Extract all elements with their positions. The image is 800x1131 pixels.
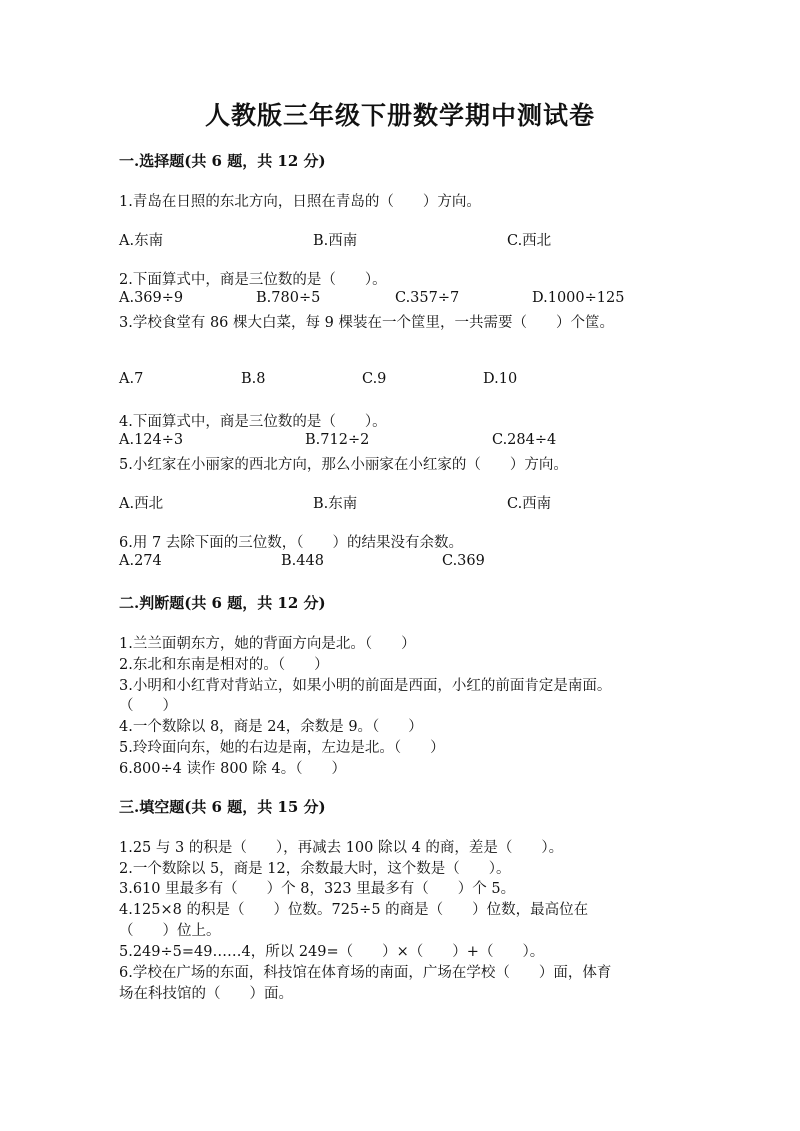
option-c: C.357÷7 xyxy=(395,290,460,306)
option-a: A.124÷3 xyxy=(119,432,184,448)
fill-blank-item-continued: 场在科技馆的（ ）面。 xyxy=(119,986,293,1002)
option-c: C.284÷4 xyxy=(492,432,557,448)
option-b: B.780÷5 xyxy=(256,290,321,306)
question-stem: 3.学校食堂有 86 棵大白菜，每 9 棵装在一个筐里，一共需要（ ）个筐。 xyxy=(119,315,614,331)
option-c: C.西南 xyxy=(507,496,552,512)
option-a: A.东南 xyxy=(119,233,164,249)
question-stem: 5.小红家在小丽家的西北方向，那么小丽家在小红家的（ ）方向。 xyxy=(119,457,568,473)
question-stem: 4.下面算式中，商是三位数的是（ ）。 xyxy=(119,414,387,430)
question-stem: 6.用 7 去除下面的三位数，（ ）的结果没有余数。 xyxy=(119,535,464,551)
option-c: C.9 xyxy=(362,371,387,387)
fill-blank-item-continued: （ ）位上。 xyxy=(119,923,221,939)
judgement-item-continued: （ ） xyxy=(119,698,177,714)
option-c: C.369 xyxy=(442,553,485,569)
option-a: A.7 xyxy=(119,371,144,387)
option-b: B.8 xyxy=(241,371,266,387)
page-title: 人教版三年级下册数学期中测试卷 xyxy=(204,101,595,130)
section-heading-choice: 一.选择题(共 6 题，共 12 分) xyxy=(119,152,326,170)
fill-blank-item: 6.学校在广场的东面，科技馆在体育场的南面，广场在学校（ ）面，体育 xyxy=(119,965,612,981)
judgement-item: 5.玲玲面向东，她的右边是南，左边是北。（ ） xyxy=(119,740,445,756)
fill-blank-item: 3.610 里最多有（ ）个 8，323 里最多有（ ）个 5。 xyxy=(119,881,516,897)
option-b: B.712÷2 xyxy=(305,432,370,448)
option-b: B.西南 xyxy=(313,233,358,249)
judgement-item: 6.800÷4 读作 800 除 4。（ ） xyxy=(119,761,346,777)
option-b: B.448 xyxy=(281,553,324,569)
fill-blank-item: 1.25 与 3 的积是（ ），再减去 100 除以 4 的商，差是（ ）。 xyxy=(119,840,564,856)
judgement-item: 1.兰兰面朝东方，她的背面方向是北。（ ） xyxy=(119,636,416,652)
question-stem: 1.青岛在日照的东北方向，日照在青岛的（ ）方向。 xyxy=(119,194,481,210)
option-d: D.1000÷125 xyxy=(532,290,625,306)
option-d: D.10 xyxy=(483,371,518,387)
section-heading-judgement: 二.判断题(共 6 题，共 12 分) xyxy=(119,594,326,612)
option-a: A.369÷9 xyxy=(119,290,184,306)
fill-blank-item: 2.一个数除以 5，商是 12，余数最大时，这个数是（ ）。 xyxy=(119,861,511,877)
option-c: C.西北 xyxy=(507,233,552,249)
question-stem: 2.下面算式中，商是三位数的是（ ）。 xyxy=(119,272,387,288)
judgement-item: 4.一个数除以 8，商是 24，余数是 9。（ ） xyxy=(119,719,423,735)
option-a: A.274 xyxy=(119,553,162,569)
section-heading-fill-blank: 三.填空题(共 6 题，共 15 分) xyxy=(119,798,326,816)
option-b: B.东南 xyxy=(313,496,358,512)
judgement-item: 3.小明和小红背对背站立，如果小明的前面是西面，小红的前面肯定是南面。 xyxy=(119,678,612,694)
fill-blank-item: 4.125×8 的积是（ ）位数。725÷5 的商是（ ）位数，最高位在 xyxy=(119,902,589,918)
judgement-item: 2.东北和东南是相对的。（ ） xyxy=(119,657,329,673)
option-a: A.西北 xyxy=(119,496,164,512)
fill-blank-item: 5.249÷5=49……4，所以 249=（ ）×（ ）+（ ）。 xyxy=(119,944,545,960)
